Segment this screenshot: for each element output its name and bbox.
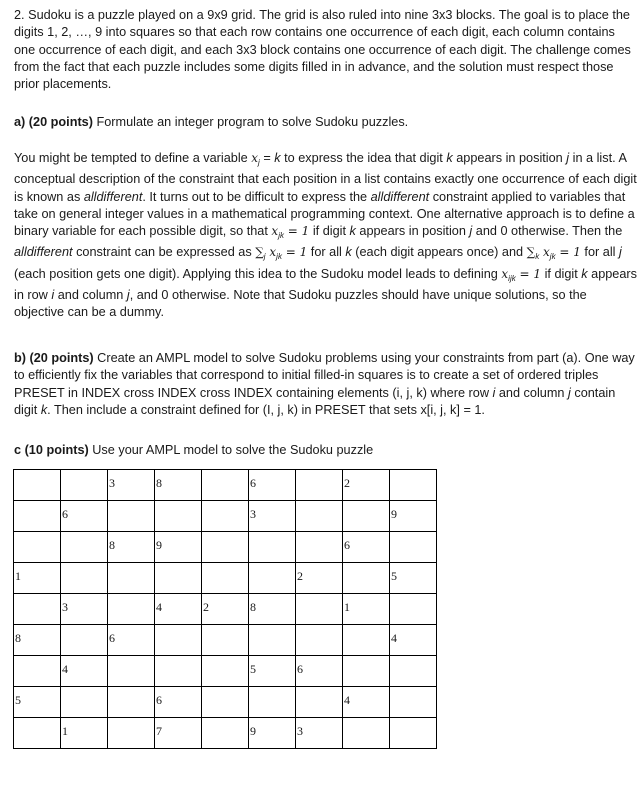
sudoku-cell-value	[202, 721, 203, 728]
sudoku-row	[14, 532, 437, 563]
sudoku-cell-value: 1	[15, 569, 21, 583]
sudoku-cell	[108, 563, 155, 594]
sudoku-cell	[296, 501, 343, 532]
sudoku-cell	[14, 532, 61, 563]
sudoku-cell	[343, 501, 390, 532]
sudoku-cell-value: 5	[250, 662, 256, 676]
sudoku-cell	[108, 594, 155, 625]
sudoku-cell-value	[202, 690, 203, 697]
sudoku-cell-value: 9	[250, 724, 256, 738]
sudoku-cell-value	[155, 659, 156, 666]
sudoku-cell-value	[296, 473, 297, 480]
sudoku-cell-value: 3	[62, 600, 68, 614]
sudoku-cell	[343, 594, 390, 625]
sudoku-cell	[61, 532, 108, 563]
sudoku-cell	[390, 656, 437, 687]
sudoku-cell	[249, 594, 296, 625]
sudoku-cell-value	[343, 566, 344, 573]
sudoku-cell	[390, 470, 437, 501]
sudoku-cell	[108, 718, 155, 749]
sudoku-cell	[343, 563, 390, 594]
sudoku-cell-value	[61, 566, 62, 573]
sudoku-cell	[61, 687, 108, 718]
sudoku-row	[14, 501, 437, 532]
sudoku-cell-value	[249, 535, 250, 542]
sudoku-cell	[202, 625, 249, 656]
sudoku-cell	[343, 687, 390, 718]
sudoku-cell-value	[202, 473, 203, 480]
sudoku-cell-value: 6	[344, 538, 350, 552]
sudoku-cell	[343, 718, 390, 749]
sudoku-row	[14, 594, 437, 625]
sudoku-cell-value: 8	[15, 631, 21, 645]
sudoku-cell-value	[61, 690, 62, 697]
sudoku-cell	[61, 625, 108, 656]
sudoku-cell-value: 8	[109, 538, 115, 552]
sudoku-grid	[13, 469, 437, 749]
sudoku-cell	[155, 594, 202, 625]
sudoku-cell-value	[202, 566, 203, 573]
sudoku-cell	[343, 532, 390, 563]
sudoku-cell-value: 8	[156, 476, 162, 490]
sudoku-cell-value: 2	[344, 476, 350, 490]
sudoku-cell	[61, 563, 108, 594]
sudoku-cell	[14, 594, 61, 625]
sudoku-cell-value	[390, 721, 391, 728]
sudoku-cell-value	[61, 473, 62, 480]
sudoku-cell	[61, 656, 108, 687]
sudoku-row	[14, 470, 437, 501]
sudoku-row	[14, 656, 437, 687]
sudoku-cell-value	[202, 659, 203, 666]
sudoku-cell-value	[155, 566, 156, 573]
sudoku-cell	[249, 532, 296, 563]
sudoku-cell	[249, 625, 296, 656]
sudoku-cell-value: 7	[156, 724, 162, 738]
sudoku-cell-value	[14, 721, 15, 728]
sudoku-cell-value	[296, 504, 297, 511]
sudoku-cell	[14, 470, 61, 501]
sudoku-cell-value: 4	[62, 662, 68, 676]
sudoku-cell-value	[14, 473, 15, 480]
sudoku-cell-value	[14, 535, 15, 542]
sudoku-cell-value	[155, 504, 156, 511]
sudoku-cell	[390, 625, 437, 656]
sudoku-cell	[202, 687, 249, 718]
sudoku-cell	[155, 656, 202, 687]
sudoku-cell-value: 6	[109, 631, 115, 645]
sudoku-cell-value	[296, 535, 297, 542]
sudoku-cell-value	[343, 659, 344, 666]
sudoku-cell-value	[390, 535, 391, 542]
sudoku-cell-value	[202, 628, 203, 635]
sudoku-cell	[14, 687, 61, 718]
sudoku-cell	[296, 563, 343, 594]
sudoku-cell-value: 2	[297, 569, 303, 583]
sudoku-cell	[202, 656, 249, 687]
sudoku-cell-value: 6	[156, 693, 162, 707]
part-a-explanation: You might be tempted to define a variable $x_j = k$ to express the idea that digit k appears in position j in a list. A conceptual description of the constraint that each position in a list contains exactly one occurrence of each digit is known as alldifferent. It turns out to be difficult to express the alldifferent constraint applied to variables that take on general integer values in a mathematical programming context. One alternative approach is to define a binary variable for each possible digit, so that $x_{jk} = 1$ if digit k appears in position j and 0 otherwise. Then the alldifferent constraint can be expressed as $\sum_j$ $x_{jk} = 1$ for all k (each digit appears once) and $\sum_k$ $x_{jk} = 1$ for all j (each position gets one digit). Applying this idea to the Sudoku model leads to defining $x_{ijk} = 1$ if digit k appears in row i and column j, and 0 otherwise. Note that Sudoku puzzles should have unique solutions, so the objective can be a dummy.	[14, 151, 637, 320]
sudoku-cell	[296, 470, 343, 501]
sudoku-cell-value	[108, 690, 109, 697]
sudoku-cell	[14, 501, 61, 532]
sudoku-cell-value	[108, 721, 109, 728]
part-c-text: Use your AMPL model to solve the Sudoku puzzle	[88, 443, 374, 457]
sudoku-cell-value: 9	[391, 507, 397, 521]
sudoku-cell	[296, 718, 343, 749]
part-c-label: c (10 points)	[14, 443, 89, 457]
sudoku-cell-value	[296, 628, 297, 635]
sudoku-cell-value	[249, 628, 250, 635]
sudoku-cell-value: 5	[391, 569, 397, 583]
sudoku-cell-value	[108, 504, 109, 511]
sudoku-cell	[249, 718, 296, 749]
sudoku-cell-value	[343, 628, 344, 635]
part-a-label: a) (20 points)	[14, 115, 93, 129]
sudoku-cell	[14, 656, 61, 687]
sudoku-cell	[202, 470, 249, 501]
sudoku-cell	[296, 656, 343, 687]
sudoku-cell-value: 3	[109, 476, 115, 490]
sudoku-cell-value: 4	[391, 631, 397, 645]
sudoku-cell-value: 1	[62, 724, 68, 738]
sudoku-cell	[14, 718, 61, 749]
sudoku-cell	[249, 563, 296, 594]
sudoku-cell-value: 9	[156, 538, 162, 552]
sudoku-cell-value	[61, 535, 62, 542]
sudoku-cell	[343, 656, 390, 687]
sudoku-cell	[108, 470, 155, 501]
sudoku-cell	[61, 718, 108, 749]
sudoku-cell-value: 6	[62, 507, 68, 521]
sudoku-cell	[296, 625, 343, 656]
sudoku-cell-value	[390, 659, 391, 666]
sudoku-cell-value	[296, 597, 297, 604]
sudoku-cell	[343, 625, 390, 656]
sudoku-cell-value	[155, 628, 156, 635]
part-b-text: b) (20 points) Create an AMPL model to solve Sudoku problems using your constraints from part (a). One way to efficiently fix the variables that correspond to initial filled-in squares is to create a set of ordered triples PRESET in INDEX cross INDEX cross INDEX containing elements (i, j, k) where row i and column j contain digit k. Then include a constraint defined for (I, j, k) in PRESET that sets x[i, j, k] = 1.	[14, 351, 635, 417]
sudoku-cell-value	[108, 659, 109, 666]
sudoku-cell	[202, 594, 249, 625]
sudoku-cell	[155, 532, 202, 563]
sudoku-cell-value	[343, 721, 344, 728]
sudoku-cell	[343, 470, 390, 501]
part-a-text: Formulate an integer program to solve Sudoku puzzles.	[96, 115, 409, 129]
sudoku-cell	[14, 563, 61, 594]
part-a-heading	[14, 114, 638, 131]
sudoku-cell	[155, 470, 202, 501]
sudoku-cell	[61, 470, 108, 501]
sudoku-cell	[108, 687, 155, 718]
sudoku-cell	[249, 470, 296, 501]
sudoku-cell-value	[390, 597, 391, 604]
part-b-label: b) (20 points)	[14, 351, 94, 365]
sudoku-cell-value: 2	[203, 600, 209, 614]
sudoku-cell	[390, 563, 437, 594]
sudoku-cell-value: 6	[297, 662, 303, 676]
sudoku-row	[14, 625, 437, 656]
sudoku-cell	[296, 532, 343, 563]
sudoku-cell-value	[296, 690, 297, 697]
sudoku-cell-value	[202, 504, 203, 511]
sudoku-cell-value	[343, 504, 344, 511]
sudoku-cell	[249, 687, 296, 718]
sudoku-cell	[61, 501, 108, 532]
sudoku-cell	[61, 594, 108, 625]
sudoku-cell-value	[249, 690, 250, 697]
sudoku-cell-value: 3	[250, 507, 256, 521]
sudoku-cell	[390, 532, 437, 563]
sudoku-cell-value	[61, 628, 62, 635]
sudoku-cell	[14, 625, 61, 656]
sudoku-cell-value	[249, 566, 250, 573]
sudoku-cell	[202, 563, 249, 594]
sudoku-cell	[296, 594, 343, 625]
sudoku-cell-value: 8	[250, 600, 256, 614]
sudoku-cell	[155, 718, 202, 749]
sudoku-cell	[108, 532, 155, 563]
sudoku-cell	[202, 501, 249, 532]
sudoku-cell	[390, 501, 437, 532]
sudoku-cell	[155, 625, 202, 656]
sudoku-cell-value: 4	[156, 600, 162, 614]
sudoku-cell	[390, 718, 437, 749]
sudoku-cell-value: 5	[15, 693, 21, 707]
sudoku-cell-value	[108, 597, 109, 604]
sudoku-cell-value	[202, 535, 203, 542]
sudoku-cell	[202, 718, 249, 749]
sudoku-cell	[390, 594, 437, 625]
sudoku-cell	[296, 687, 343, 718]
sudoku-cell-value: 4	[344, 693, 350, 707]
sudoku-cell-value	[390, 473, 391, 480]
sudoku-cell	[155, 563, 202, 594]
sudoku-cell-value: 3	[297, 724, 303, 738]
sudoku-cell-value: 6	[250, 476, 256, 490]
sudoku-cell	[155, 501, 202, 532]
sudoku-cell	[202, 532, 249, 563]
sudoku-cell-value	[14, 659, 15, 666]
sudoku-cell-value	[14, 504, 15, 511]
sudoku-cell	[108, 625, 155, 656]
part-c-heading	[14, 442, 638, 459]
sudoku-cell-value: 1	[344, 600, 350, 614]
sudoku-cell	[249, 656, 296, 687]
sudoku-row	[14, 563, 437, 594]
problem-intro: 2. Sudoku is a puzzle played on a 9x9 grid. The grid is also ruled into nine 3x3 blocks. The goal is to place the digits 1, 2, …, 9 into squares so that each row contains one occurrence of each digit, each column contains one occurrence of each digit, and each 3x3 block contains one occurrence of each digit. The challenge comes from the fact that each puzzle includes some digits filled in in advance, and the solution must respect those prior placements.	[14, 8, 631, 92]
sudoku-cell	[108, 656, 155, 687]
sudoku-cell	[390, 687, 437, 718]
sudoku-cell	[155, 687, 202, 718]
sudoku-row	[14, 687, 437, 718]
sudoku-cell	[249, 501, 296, 532]
sudoku-cell-value	[108, 566, 109, 573]
sudoku-cell-value	[14, 597, 15, 604]
sudoku-cell	[108, 501, 155, 532]
sudoku-cell-value	[390, 690, 391, 697]
sudoku-row	[14, 718, 437, 749]
